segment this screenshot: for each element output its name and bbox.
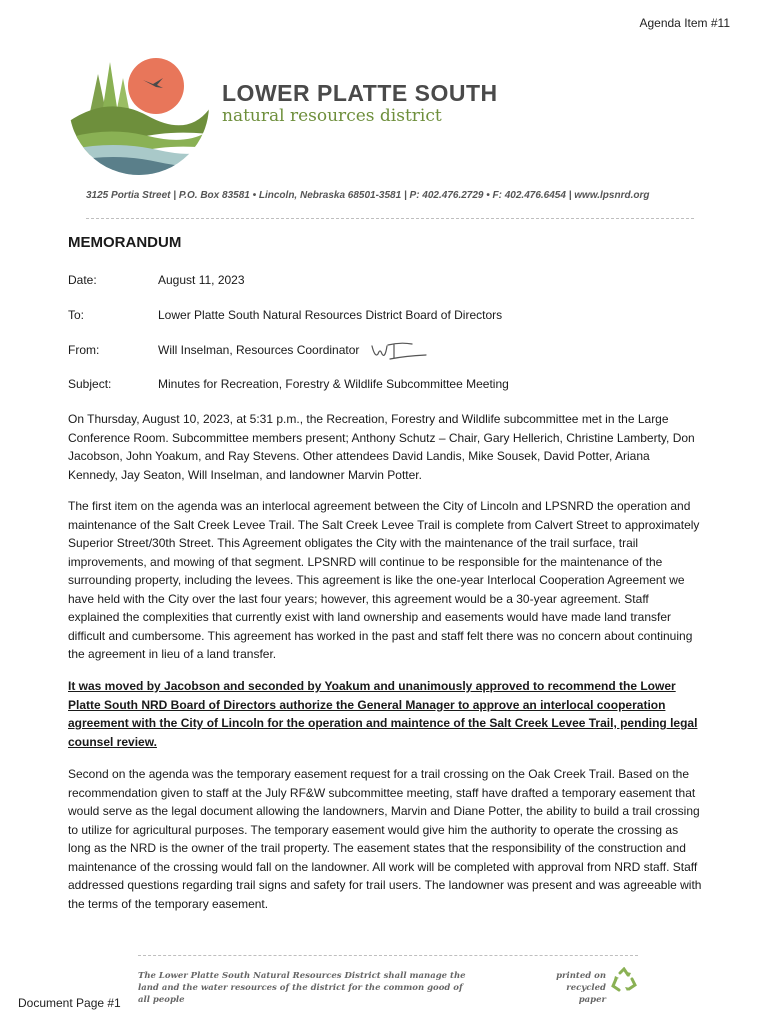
org-name-secondary: natural resources district (222, 106, 442, 126)
to-value: Lower Platte South Natural Resources District Board of Directors (158, 308, 503, 322)
memo-title: MEMORANDUM (68, 234, 182, 251)
letterhead-address: 3125 Portia Street | P.O. Box 83581 • Lincoln, Nebraska 68501-3581 | P: 402.476.2729 • F: 402.476.6454 | www.lpsnrd.org (86, 190, 650, 201)
motion-paragraph (68, 677, 702, 751)
subject-label: Subject: (68, 377, 112, 391)
footer-motto: The Lower Platte South Natural Resources District shall manage the land and the water resources of the district for the common good of all people (138, 971, 466, 1005)
header-divider (86, 218, 694, 219)
lpsnrd-logo (68, 34, 210, 176)
levee-trail-paragraph (68, 497, 702, 664)
date-label: Date: (68, 273, 97, 287)
footer-divider (138, 955, 638, 956)
from-value: Will Inselman, Resources Coordinator (158, 343, 360, 357)
recycle-icon (610, 967, 638, 995)
to-label: To: (68, 308, 85, 322)
paragraph-text: Second on the agenda was the temporary easement request for a trail crossing on the Oak Creek Trail. Based on the recommendation given to staff at the July RF&W subcommittee meeting, staff have drafted a temporary easement that would serve as the legal document allowing the landowners, Marvin and Diane Potter, the ability to build a trail crossing to utilize for agricultural purposes. The temporary easement would give him the authority to operate the crossing as long as the NRD is the owner of the trail property. The easement states that the responsibility of the construction and maintenance of the crossing would fall on the landowner. All work will be completed with approval from NRD staff. Staff addressed questions regarding trail signs and safety for trail users. The landowner was present and was agreeable with the terms of the temporary easement. (68, 767, 702, 911)
easement-paragraph (68, 765, 702, 913)
from-label: From: (68, 343, 100, 357)
org-name-primary: LOWER PLATTE SOUTH (222, 80, 498, 106)
document-page-number: Document Page #1 (18, 996, 121, 1010)
agenda-item-label: Agenda Item #11 (639, 16, 730, 30)
attendance-paragraph (68, 410, 702, 484)
paragraph-text: The first item on the agenda was an interlocal agreement between the City of Lincoln and LPSNRD the operation and maintenance of the Salt Creek Levee Trail. The Salt Creek Levee Trail is complete from Calvert Street to approximately Superior Street/30th Street. This Agreement obligates the City with the maintenance of the trail surface, trail improvements, and mowing of that segment. LPSNRD will continue to be responsible for the maintenance of the surrounding property, including the levees. This agreement is like the one-year Interlocal Cooperation Agreement we have held with the City over the last four years; however, this agreement would be a 30-year agreement. Staff explained the complexities that currently exist with land ownership and easements would have made land transfer difficult and cumbersome. This agreement has worked in the past and staff felt there was no concern about continuing the agreement in lieu of a land transfer. (68, 499, 700, 661)
date-value: August 11, 2023 (158, 273, 245, 287)
motion-text: It was moved by Jacobson and seconded by Yoakum and unanimously approved to recommend the Lower Platte South NRD Board of Directors authorize the General Manager to approve an interlocal cooperation agreement with the City of Lincoln for the operation and maintence of the Salt Creek Levee Trail, pending legal counsel review. (68, 679, 698, 749)
subject-value: Minutes for Recreation, Forestry & Wildlife Subcommittee Meeting (158, 377, 509, 391)
recycled-paper-note: printed on recycled paper (556, 971, 606, 1005)
signature-initials (370, 340, 430, 362)
paragraph-text: On Thursday, August 10, 2023, at 5:31 p.m., the Recreation, Forestry and Wildlife subcommittee met in the Large Conference Room. Subcommittee members present; Anthony Schutz – Chair, Gary Hellerich, Christine Lamberty, Don Jacobson, John Yoakum, and Ray Stevens. Other attendees David Landis, Mike Sousek, David Potter, Ariana Kennedy, Jay Seaton, Will Inselman, and landowner Marvin Potter. (68, 412, 695, 482)
